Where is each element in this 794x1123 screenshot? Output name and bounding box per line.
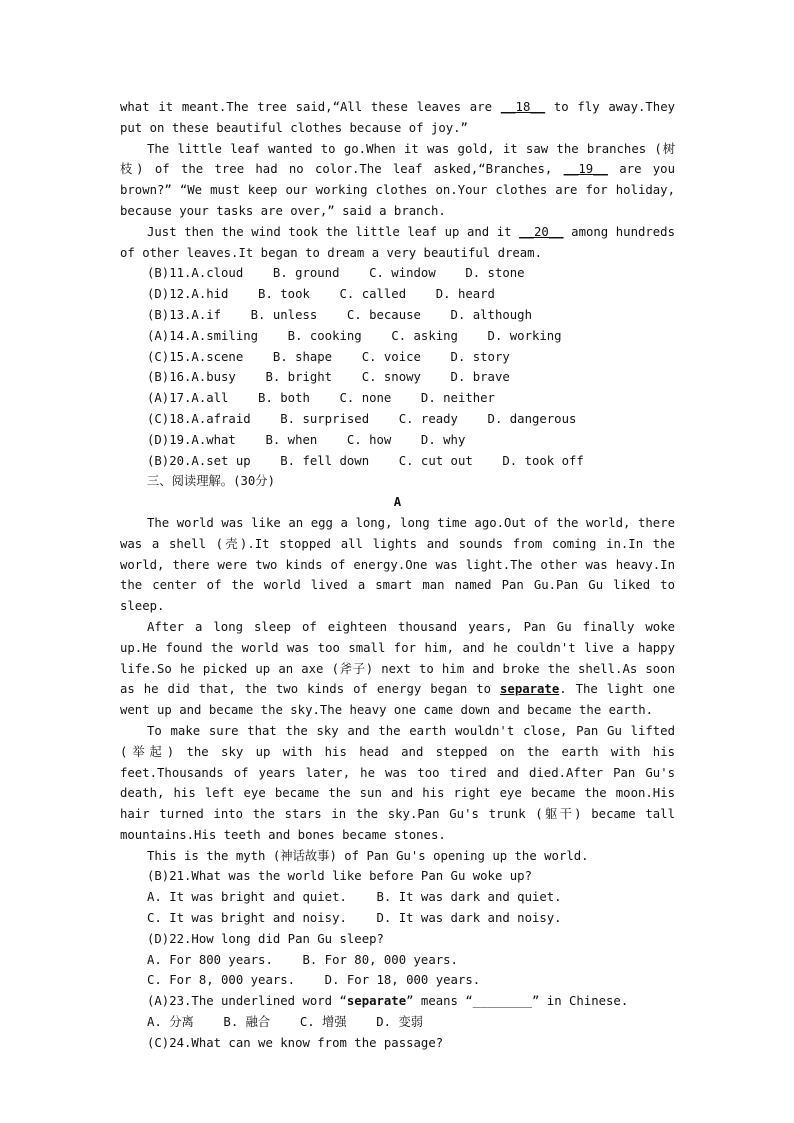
reading-paragraph-3: To make sure that the sky and the earth wouldn't close, Pan Gu lifted (举起) the sky up with his head and stepped on the earth with his feet.Thousands of years later, he was too tired and died.After Pan Gu's death, his left eye became the sun and his right eye became the moon.His hair turned into the stars in the sky.Pan Gu's trunk (躯干) became tall mountains.His teeth and bones became stones. [120, 723, 675, 842]
question-23-options: A. 分离 B. 融合 C. 增强 D. 变弱 [147, 1015, 424, 1030]
reading-paragraph-4: This is the myth (神话故事) of Pan Gu's opening up the world. [147, 848, 589, 863]
reading-paragraph-2 [120, 617, 675, 721]
question-24: (C)24.What can we know from the passage? [147, 1035, 444, 1050]
paragraph-tree-said [120, 97, 675, 139]
page-content [120, 97, 675, 1054]
question-list [120, 866, 675, 1053]
answer-blank: ________ [472, 994, 532, 1009]
question-word: separate [346, 994, 407, 1009]
section-heading: 三、阅读理解。(30分) [147, 474, 275, 489]
text: (A)23.The underlined word “ [147, 994, 347, 1009]
text: ” means “ [406, 994, 473, 1009]
choice-item: (B)16.A.busy B. bright C. snowy D. brave [147, 370, 510, 385]
text: After a long sleep of eighteen thousand years, Pan Gu finally woke up.He found the world was too small for him, and he couldn't live a happy life.So he picked up an axe (斧子) next to him and broke the shell.As soon as he did that, the two kinds of energy began to [120, 619, 675, 697]
choice-item: (B)13.A.if B. unless C. because D. although [147, 307, 532, 322]
paragraph-wind [120, 222, 675, 264]
part-title: A [393, 495, 402, 510]
choice-item: (D)19.A.what B. when C. how D. why [147, 432, 466, 447]
question-23 [120, 991, 675, 1012]
choice-list [120, 263, 675, 471]
question-22: (D)22.How long did Pan Gu sleep? [147, 931, 384, 946]
text: are you brown?” “We must keep our working clothes on.Your clothes are for holiday, because your tasks are over,” said a branch. [120, 162, 675, 218]
text: among hundreds of other leaves.It began to dream a very beautiful dream. [120, 224, 675, 260]
question-22-options-cd: C. For 8, 000 years. D. For 18, 000 years. [147, 973, 481, 988]
text: to fly away.They put on these beautiful clothes because of joy.” [120, 100, 675, 135]
question-21: (B)21.What was the world like before Pan Gu woke up? [147, 869, 532, 884]
choice-item: (A)14.A.smiling B. cooking C. asking D. working [147, 328, 562, 343]
blank-20: __20__ [519, 224, 564, 239]
text: ” in Chinese. [532, 994, 629, 1009]
text: Just then the wind took the little leaf up and it [147, 224, 520, 239]
reading-paragraph-1: The world was like an egg a long, long time ago.Out of the world, there was a shell (壳).It stopped all lights and sounds from coming in.In the world, there were two kinds of energy.One was light.The other was heavy.In the center of the world lived a smart man named Pan Gu.Pan Gu liked to sleep. [120, 515, 675, 614]
text: what it meant.The tree said,“All these leaves are [120, 100, 501, 114]
choice-item: (A)17.A.all B. both C. none D. neither [147, 391, 495, 406]
paragraph-leaf-wanted [120, 139, 675, 222]
question-22-options-ab: A. For 800 years. B. For 80, 000 years. [147, 952, 458, 967]
choice-item: (B)11.A.cloud B. ground C. window D. stone [147, 266, 525, 281]
blank-19: __19__ [563, 162, 608, 177]
choice-item: (C)15.A.scene B. shape C. voice D. story [147, 349, 510, 364]
underlined-word: separate [500, 682, 560, 697]
choice-item: (B)20.A.set up B. fell down C. cut out D. took off [147, 453, 584, 468]
choice-item: (D)12.A.hid B. took C. called D. heard [147, 287, 495, 302]
question-21-options-ab: A. It was bright and quiet. B. It was dark and quiet. [147, 890, 562, 905]
question-21-options-cd: C. It was bright and noisy. D. It was dark and noisy. [147, 911, 562, 926]
text: . The light one went up and became the sky.The heavy one came down and became the earth. [120, 682, 676, 718]
choice-item: (C)18.A.afraid B. surprised C. ready D. dangerous [147, 411, 577, 426]
blank-18: __18__ [500, 100, 546, 114]
text: The little leaf wanted to go.When it was gold, it saw the branches (树枝) of the tree had no color.The leaf asked,“Branches, [120, 141, 675, 177]
